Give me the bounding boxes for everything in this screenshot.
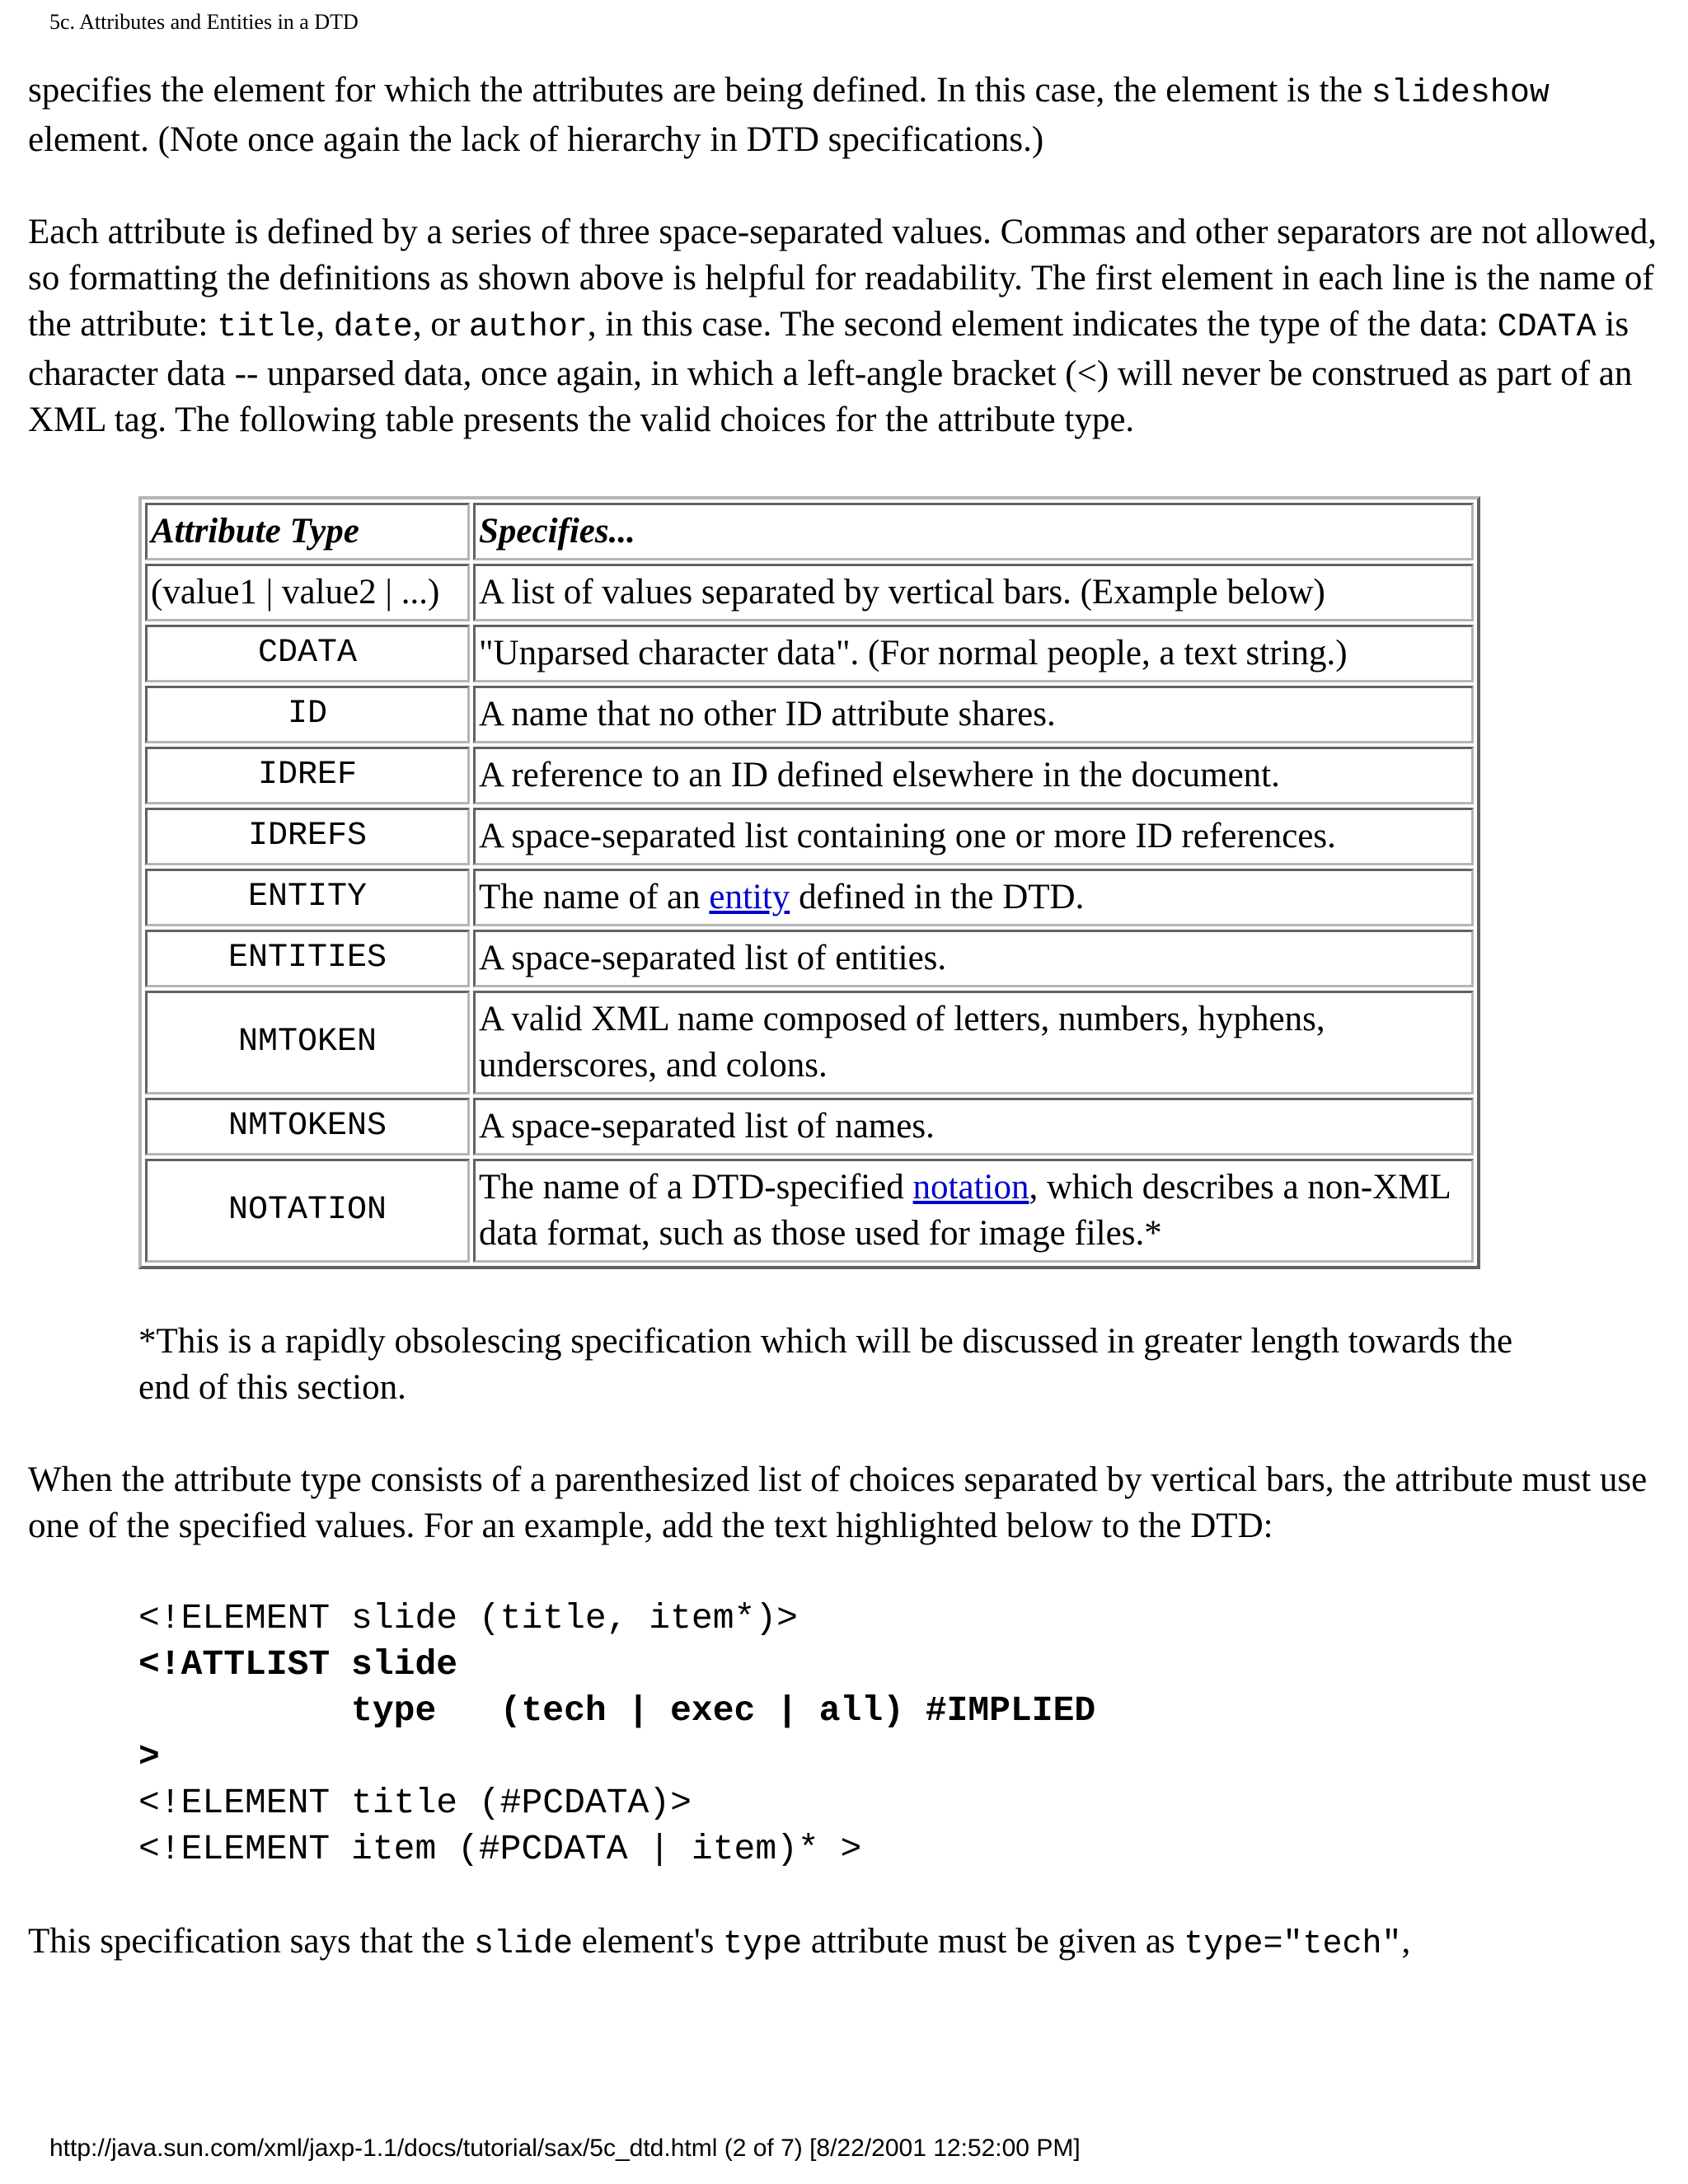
spec-cell: A space-separated list containing one or more ID references.	[473, 808, 1474, 865]
type-cell: ID	[145, 686, 470, 743]
table-row	[145, 747, 1474, 804]
table-header-row	[145, 503, 1474, 560]
attribute-type-table	[138, 496, 1480, 1269]
code-slideshow: slideshow	[1371, 75, 1550, 112]
spec-cell: "Unparsed character data". (For normal people, a text string.)	[473, 625, 1474, 682]
code-line-4-highlighted: >	[138, 1736, 160, 1777]
code-cdata: CDATA	[1497, 309, 1597, 346]
spec-cell: The name of an entity defined in the DTD.	[473, 869, 1474, 926]
table-row	[145, 564, 1474, 621]
code-line-6: <!ELEMENT item (#PCDATA | item)* >	[138, 1829, 862, 1869]
spec-cell: A space-separated list of names.	[473, 1098, 1474, 1155]
type-cell: NOTATION	[145, 1159, 470, 1263]
paragraph-2: Each attribute is defined by a series of three space-separated values. Commas and other separators are not allowed, so formatting the definitions as shown above is helpful for readability. The first element in each line is the name of the attribute: title, date, or author, in this case. The second element indicates the type of the data: CDATA is character data -- unparsed data, once again, in which a left-angle bracket (<) will never be construed as part of an XML tag. The following table presents the valid choices for the attribute type.	[28, 213, 1658, 439]
code-author: author	[468, 309, 588, 346]
type-cell: IDREFS	[145, 808, 470, 865]
code-line-5: <!ELEMENT title (#PCDATA)>	[138, 1783, 692, 1823]
header-attribute-type: Attribute Type	[145, 503, 470, 560]
table-row	[145, 1159, 1474, 1263]
type-cell: (value1 | value2 | ...)	[145, 564, 470, 621]
table-row	[145, 930, 1474, 987]
table-row	[145, 869, 1474, 926]
paragraph-1: specifies the element for which the attributes are being defined. In this case, the element is the slideshow element. (Note once again the lack of hierarchy in DTD specifications.)	[28, 71, 1550, 159]
table-row	[145, 808, 1474, 865]
type-cell: NMTOKENS	[145, 1098, 470, 1155]
code-type-tech: type="tech"	[1184, 1926, 1402, 1963]
spec-cell: A valid XML name composed of letters, numbers, hyphens, underscores, and colons.	[473, 991, 1474, 1094]
paragraph-4: This specification says that the slide element's type attribute must be given as type="tech",	[28, 1922, 1411, 1963]
spec-cell: A space-separated list of entities.	[473, 930, 1474, 987]
code-line-2-highlighted: <!ATTLIST slide	[138, 1644, 458, 1685]
code-slide: slide	[473, 1926, 573, 1963]
table-row	[145, 686, 1474, 743]
dtd-code-block	[138, 1596, 1668, 1872]
code-type: type	[723, 1926, 803, 1963]
spec-cell: A list of values separated by vertical bars. (Example below)	[473, 564, 1474, 621]
header-specifies: Specifies...	[473, 503, 1474, 560]
page-footer-url: http://java.sun.com/xml/jaxp-1.1/docs/tutorial/sax/5c_dtd.html (2 of 7) [8/22/2001 12:52:00 PM]	[49, 2135, 1081, 2162]
type-cell: IDREF	[145, 747, 470, 804]
table-row	[145, 1098, 1474, 1155]
paragraph-3: When the attribute type consists of a parenthesized list of choices separated by vertical bars, the attribute must use one of the specified values. For an example, add the text highlighted below to the DTD:	[28, 1460, 1648, 1545]
table-row	[145, 991, 1474, 1094]
code-line-3-highlighted: type (tech | exec | all) #IMPLIED	[138, 1690, 1096, 1731]
code-title: title	[217, 309, 316, 346]
spec-cell: A reference to an ID defined elsewhere in the document.	[473, 747, 1474, 804]
notation-link[interactable]: notation	[912, 1168, 1029, 1207]
footnote: *This is a rapidly obsolescing specification which will be discussed in greater length towards the end of this section.	[138, 1322, 1513, 1407]
spec-cell: The name of a DTD-specified notation, which describes a non-XML data format, such as those used for image files.*	[473, 1159, 1474, 1263]
code-line-1: <!ELEMENT slide (title, item*)>	[138, 1598, 798, 1638]
type-cell: ENTITY	[145, 869, 470, 926]
entity-link[interactable]: entity	[709, 878, 790, 916]
code-date: date	[333, 309, 413, 346]
document-content	[28, 68, 1668, 1968]
type-cell: ENTITIES	[145, 930, 470, 987]
type-cell: CDATA	[145, 625, 470, 682]
page-header-title: 5c. Attributes and Entities in a DTD	[49, 10, 359, 34]
type-cell: NMTOKEN	[145, 991, 470, 1094]
table-row	[145, 625, 1474, 682]
spec-cell: A name that no other ID attribute shares.	[473, 686, 1474, 743]
